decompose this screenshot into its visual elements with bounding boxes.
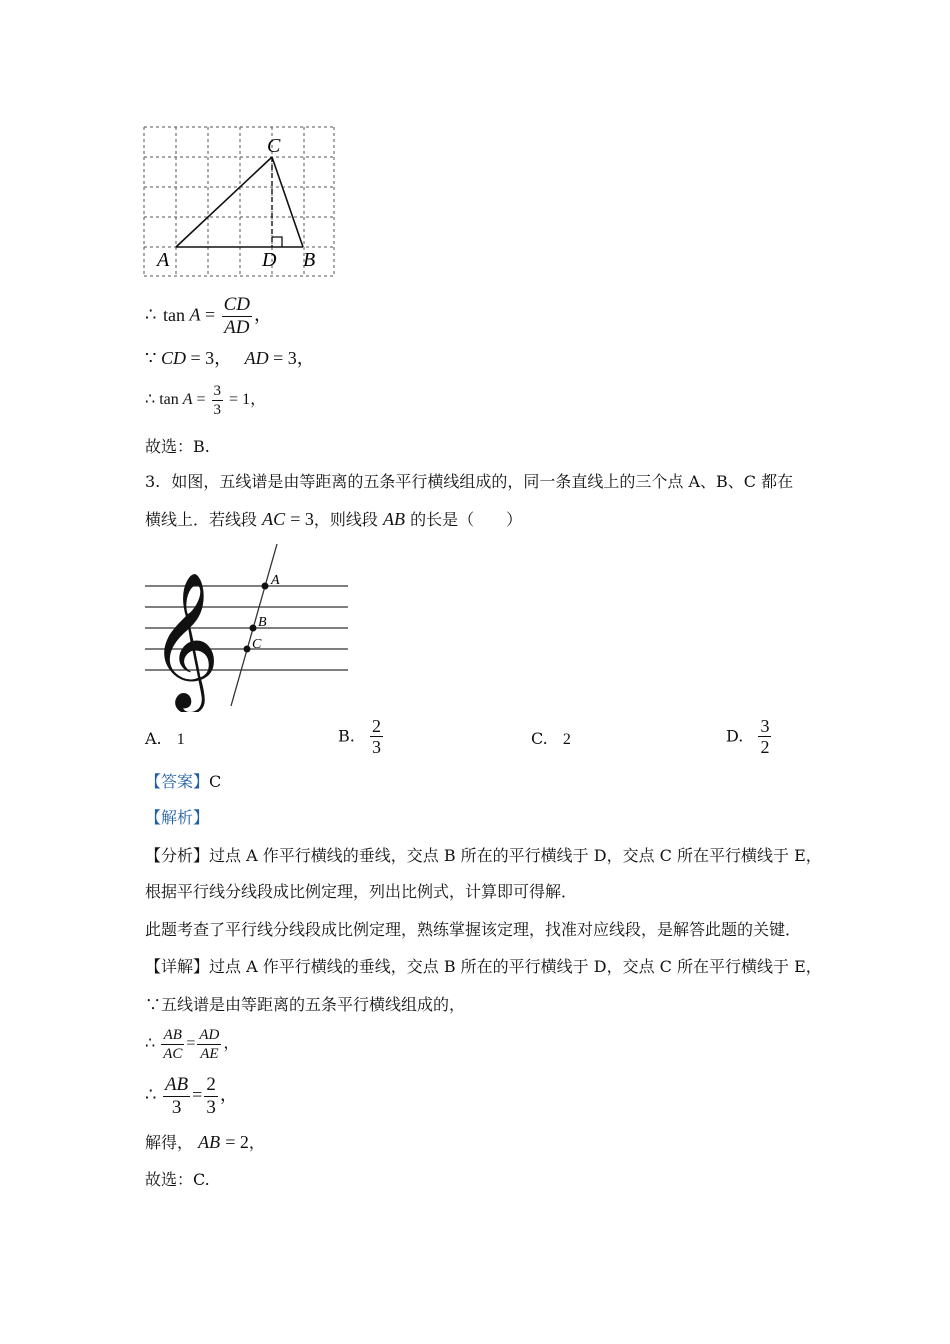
tan-a-ratio-line: ∴ tan A = $\frac{CD}{AD}$ ，: [145, 294, 273, 338]
fraction-cd-ad: $\frac{CD}{AD}$: [223, 294, 251, 338]
solve-line: 解得， AB = 2，: [145, 1132, 265, 1152]
fraction-ab-3: $\frac{AB}{3}$: [164, 1074, 189, 1118]
fraction-2-3-b: $\frac{2}{3}$: [206, 1074, 216, 1118]
previous-choice: 故选：B.: [145, 437, 210, 456]
treble-clef-icon: 𝄞: [150, 570, 220, 708]
fraction-3-3: $\frac{3}{3}$: [213, 383, 222, 418]
option-b[interactable]: B. $\frac{2}{3}$: [338, 716, 381, 757]
answer-line: 【答案】C: [145, 772, 222, 791]
ratio-equation-line: ∴ $\frac{AB}{AC}$ = $\frac{AD}{AE}$ ，: [145, 1027, 240, 1062]
fraction-ab-ac: $\frac{AB}{AC}$: [163, 1027, 183, 1062]
label-a: A: [157, 249, 170, 271]
label-d: D: [262, 249, 277, 271]
option-c[interactable]: C. 2: [531, 729, 571, 748]
because-line: ∵五线谱是由等距离的五条平行横线组成的，: [145, 995, 466, 1014]
fenxi-line2: 根据平行线分线段成比例定理，列出比例式，计算即可得解．: [145, 882, 578, 901]
xiangjie-line1: 【详解】过点 A 作平行横线的垂线，交点 B 所在的平行横线于 D，交点 C 所在平行横线于 E，: [145, 957, 822, 976]
point-c: [244, 646, 251, 653]
label-c: C: [252, 637, 262, 652]
fenxi-line1: 【分析】过点 A 作平行横线的垂线，交点 B 所在的平行横线于 D，交点 C 所在平行横线于 E，: [145, 846, 822, 865]
substituted-equation-line: ∴ $\frac{AB}{3}$ = $\frac{2}{3}$ ，: [145, 1074, 238, 1118]
analysis-heading: 【解析】: [145, 808, 210, 827]
question-3-stem-line1: 3. 如图，五线谱是由等距离的五条平行横线组成的，同一条直线上的三个点 A、B、C 都在: [145, 472, 794, 491]
point-b: [250, 625, 257, 632]
label-c: C: [267, 135, 281, 157]
right-angle-mark: [272, 237, 282, 247]
fraction-2-3: $\frac{2}{3}$: [371, 716, 381, 757]
given-lengths-line: ∵ CD = 3， AD = 3，: [145, 348, 315, 368]
tan-a-value-line: ∴ tan A = $\frac{3}{3}$ = 1，: [145, 383, 267, 418]
fraction-3-2: $\frac{3}{2}$: [760, 716, 770, 757]
triangle-grid-figure: [135, 120, 345, 285]
staff-figure: [140, 540, 355, 712]
label-b: B: [258, 615, 267, 630]
option-a[interactable]: A. 1: [145, 729, 185, 748]
label-a: A: [271, 573, 280, 588]
label-b: B: [303, 249, 316, 271]
fraction-ad-ae: $\frac{AD}{AE}$: [199, 1027, 220, 1062]
analysis-note: 此题考查了平行线分线段成比例定理，熟练掌握该定理，找准对应线段，是解答此题的关键．: [145, 920, 802, 939]
option-d[interactable]: D. $\frac{3}{2}$: [726, 716, 770, 757]
question-3-stem-line2: 横线上．若线段 AC = 3，则线段 AB 的长是（ ）: [145, 509, 523, 529]
point-a: [262, 583, 269, 590]
final-choice: 故选：C.: [145, 1170, 210, 1189]
